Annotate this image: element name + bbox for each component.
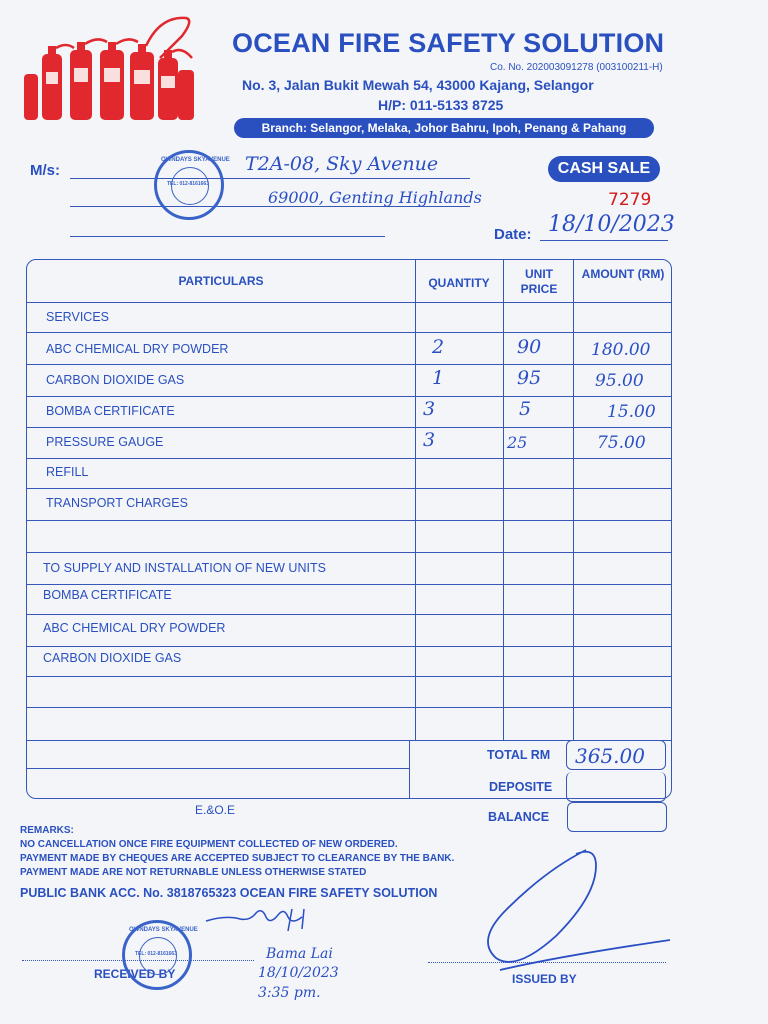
row-label-new-bomba: BOMBA CERTIFICATE bbox=[43, 588, 172, 602]
balance-box bbox=[567, 802, 667, 832]
amount-pressure-gauge: 75.00 bbox=[597, 433, 646, 453]
stamp-bottom-text: OWNDAYS SKYAVENUE bbox=[129, 927, 198, 933]
header-unit-price: UNIT PRICE bbox=[520, 267, 558, 296]
remarks-line-1: NO CANCELLATION ONCE FIRE EQUIPMENT COLLECTED OF NEW ORDERED. bbox=[20, 839, 398, 850]
amount-bomba: 15.00 bbox=[607, 402, 656, 422]
stamp-bottom-tel: TEL: 012-8161663 bbox=[135, 951, 177, 957]
row-label-transport: TRANSPORT CHARGES bbox=[46, 496, 188, 510]
customer-address-line-2: 69000, Genting Highlands bbox=[268, 188, 482, 207]
header-particulars: PARTICULARS bbox=[178, 274, 264, 288]
row-label-new-co2: CARBON DIOXIDE GAS bbox=[43, 651, 182, 665]
issued-by-label: ISSUED BY bbox=[512, 972, 577, 986]
row-label-services: SERVICES bbox=[46, 310, 109, 324]
company-number: Co. No. 202003091278 (003100211-H) bbox=[490, 62, 663, 73]
received-by-label: RECEIVED BY bbox=[94, 967, 176, 981]
total-label: TOTAL RM bbox=[487, 748, 551, 762]
ms-line-1 bbox=[70, 178, 470, 179]
company-phone: H/P: 011-5133 8725 bbox=[378, 97, 504, 113]
remarks-line-2: PAYMENT MADE BY CHEQUES ARE ACCEPTED SUBJECT TO CLEARANCE BY THE BANK. bbox=[20, 853, 455, 864]
header-amount: AMOUNT (RM) bbox=[581, 267, 665, 281]
price-co2: 95 bbox=[517, 367, 542, 389]
serial-number: 7279 bbox=[608, 190, 652, 210]
qty-pressure-gauge: 3 bbox=[423, 429, 436, 451]
ms-label: M/s: bbox=[30, 162, 60, 179]
receiver-signature bbox=[200, 905, 340, 935]
company-address: No. 3, Jalan Bukit Mewah 54, 43000 Kajang, Selangor bbox=[242, 77, 594, 93]
deposit-box bbox=[566, 772, 666, 802]
row-label-refill: REFILL bbox=[46, 465, 89, 479]
ms-line-3 bbox=[70, 236, 385, 237]
branch-banner: Branch: Selangor, Melaka, Johor Bahru, Ipoh, Penang & Pahang bbox=[234, 118, 654, 138]
qty-co2: 1 bbox=[432, 367, 445, 389]
receiver-date: 18/10/2023 bbox=[258, 965, 339, 981]
balance-label: BALANCE bbox=[488, 810, 550, 824]
deposit-label: DEPOSITE bbox=[489, 780, 553, 794]
company-stamp-top bbox=[154, 150, 230, 220]
qty-abc-powder: 2 bbox=[432, 336, 445, 358]
items-table bbox=[26, 259, 672, 799]
receiver-name: Bama Lai bbox=[266, 946, 333, 962]
stamp-top-text: OWNDAYS SKYAVENUE bbox=[161, 157, 230, 163]
qty-bomba: 3 bbox=[423, 398, 436, 420]
amount-co2: 95.00 bbox=[595, 371, 644, 391]
row-label-supply-install: TO SUPPLY AND INSTALLATION OF NEW UNITS bbox=[43, 561, 326, 575]
total-box bbox=[566, 740, 666, 770]
issuer-signature bbox=[470, 840, 680, 980]
remarks-title: REMARKS: bbox=[20, 825, 74, 836]
price-pressure-gauge: 25 bbox=[507, 433, 528, 452]
row-label-bomba: BOMBA CERTIFICATE bbox=[46, 404, 175, 418]
amount-abc-powder: 180.00 bbox=[591, 340, 651, 360]
header-quantity: QUANTITY bbox=[428, 276, 490, 290]
remarks-block bbox=[20, 824, 454, 880]
cash-sale-badge: CASH SALE bbox=[548, 156, 660, 182]
company-name: OCEAN FIRE SAFETY SOLUTION bbox=[232, 28, 665, 58]
row-label-co2: CARBON DIOXIDE GAS bbox=[46, 373, 185, 387]
price-bomba: 5 bbox=[519, 398, 532, 420]
row-label-abc-powder: ABC CHEMICAL DRY POWDER bbox=[46, 342, 229, 356]
remarks-line-3: PAYMENT MADE ARE NOT RETURNABLE UNLESS OTHERWISE STATED bbox=[20, 867, 367, 878]
price-abc-powder: 90 bbox=[517, 336, 542, 358]
fire-extinguisher-logo bbox=[18, 14, 203, 126]
bank-account: PUBLIC BANK ACC. No. 3818765323 OCEAN FIRE SAFETY SOLUTION bbox=[20, 886, 438, 900]
date-value: 18/10/2023 bbox=[548, 212, 675, 237]
row-label-new-abc: ABC CHEMICAL DRY POWDER bbox=[43, 621, 226, 635]
total-value: 365.00 bbox=[575, 744, 645, 768]
receiver-time: 3:35 pm. bbox=[258, 985, 321, 1001]
eoe-label: E.&O.E bbox=[195, 803, 236, 817]
customer-address-line-1: T2A-08, Sky Avenue bbox=[245, 153, 439, 175]
date-line bbox=[540, 240, 668, 241]
company-stamp-bottom bbox=[122, 920, 198, 990]
stamp-tel-text: TEL: 012-8161663 bbox=[167, 181, 209, 187]
date-label: Date: bbox=[494, 226, 532, 243]
row-label-pressure-gauge: PRESSURE GAUGE bbox=[46, 435, 164, 449]
